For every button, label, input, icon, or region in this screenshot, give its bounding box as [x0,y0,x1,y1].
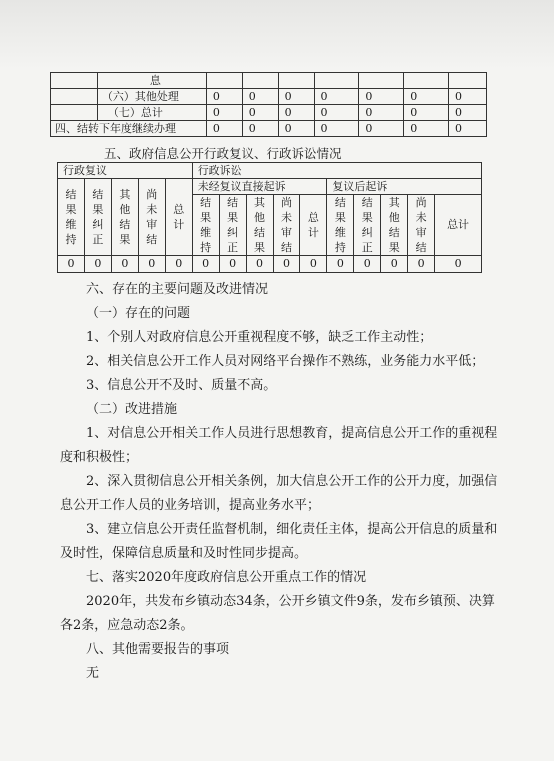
table-row [51,121,487,137]
paragraph: 3、信息公开不及时、质量不高。 [86,378,277,393]
table-cell: 0 [242,105,278,121]
table-cell: 0 [300,256,327,273]
table-row [51,73,487,89]
table-cell: 0 [165,256,192,273]
subsection-measures-title: （二）改进措施 [86,402,178,417]
table-cell: 0 [449,121,487,137]
table-cell: 0 [314,105,359,121]
row-label: 四、结转下年度继续办理 [51,121,207,137]
section-8-title: 八、其他需要报告的事项 [86,642,230,657]
section-6-title: 六、存在的主要问题及改进情况 [86,282,269,297]
table-cell: 0 [404,105,449,121]
paragraph: 2020年，共发布乡镇动态34条，公开乡镇文件9条，发布乡镇预、决算各2条，应急动态2条。 [60,594,495,633]
row-label: （六）其他处理 [97,89,206,105]
col-header: 总 计 [300,195,327,256]
table-cell: 0 [242,121,278,137]
table-cell: 0 [111,256,138,273]
col-header: 其 他 结 果 [246,195,273,256]
section-7-title: 七、落实2020年度政府信息公开重点工作的情况 [86,570,367,585]
col-header: 其 他 结 果 [111,179,138,256]
col-header: 尚 未 审 结 [273,195,300,256]
table-cell: 0 [192,256,219,273]
table-row [58,256,482,273]
row-label: 息 [97,73,206,89]
table-cell: 0 [84,256,111,273]
table-cell: 0 [359,89,404,105]
table-cell: 0 [381,256,408,273]
col-header: 尚 未 审 结 [138,179,165,256]
col-header: 结 果 纠 正 [354,195,381,256]
col-header: 结 果 纠 正 [219,195,246,256]
paragraph: 2、相关信息公开工作人员对网络平台操作不熟练，业务能力水平低； [86,354,485,369]
table-cell: 0 [404,121,449,137]
table-cell: 0 [449,89,487,105]
table-cell: 0 [219,256,246,273]
subsection-problems-title: （一）存在的问题 [86,306,191,321]
col-header: 结 果 维 持 [58,179,85,256]
col-header: 总计 [435,195,482,256]
col-header: 结 果 纠 正 [84,179,111,256]
col-header: 总 计 [165,179,192,256]
report-body [60,278,500,686]
paragraph: 3、建立信息公开责任监督机制，细化责任主体，提高公开信息的质量和及时性，保障信息质量和及时性同步提高。 [60,522,498,561]
col-header: 结 果 维 持 [192,195,219,256]
table-cell [51,89,98,105]
col-header: 尚 未 审 结 [408,195,435,256]
table-cell: 0 [278,121,314,137]
table-cell: 0 [314,121,359,137]
table-cell: 0 [206,89,242,105]
table-row [51,89,487,105]
table-row [58,163,482,179]
col-header: 其 他 结 果 [381,195,408,256]
admin-review-header: 行政复议 [58,163,193,179]
table-cell: 0 [206,121,242,137]
table-cell [51,73,98,89]
table-cell: 0 [327,256,354,273]
table-cell: 0 [246,256,273,273]
table-cell: 0 [408,256,435,273]
section-5-title: 五、政府信息公开行政复议、行政诉讼情况 [104,146,342,161]
table-cell: 0 [58,256,85,273]
table-cell: 0 [206,105,242,121]
table-row [58,179,482,195]
col-header: 结 果 维 持 [327,195,354,256]
table-cell [51,105,98,121]
paragraph: 1、对信息公开相关工作人员进行思想教育，提高信息公开工作的重视程度和积极性； [60,426,498,465]
table-cell: 0 [278,105,314,121]
table-cell: 0 [359,121,404,137]
table-row [51,105,487,121]
table-cell: 0 [449,105,487,121]
after-review-header: 复议后起诉 [327,179,482,195]
table-cell: 0 [404,89,449,105]
application-result-table [50,72,487,137]
table-cell: 0 [138,256,165,273]
table-cell: 0 [278,89,314,105]
table-cell: 0 [242,89,278,105]
table-cell: 0 [314,89,359,105]
paragraph: 无 [86,666,100,681]
scan-shadow [0,0,554,70]
table-cell: 0 [435,256,482,273]
paragraph: 2、深入贯彻信息公开相关条例，加大信息公开工作的公开力度，加强信息公开工作人员的业务培训，提高业务水平； [60,474,498,513]
review-litigation-table [57,162,482,273]
table-cell: 0 [354,256,381,273]
litigation-header: 行政诉讼 [192,163,481,179]
table-cell: 0 [359,105,404,121]
row-label: （七）总计 [97,105,206,121]
paragraph: 1、个别人对政府信息公开重视程度不够，缺乏工作主动性； [86,330,433,345]
table-cell: 0 [273,256,300,273]
direct-suit-header: 未经复议直接起诉 [192,179,327,195]
